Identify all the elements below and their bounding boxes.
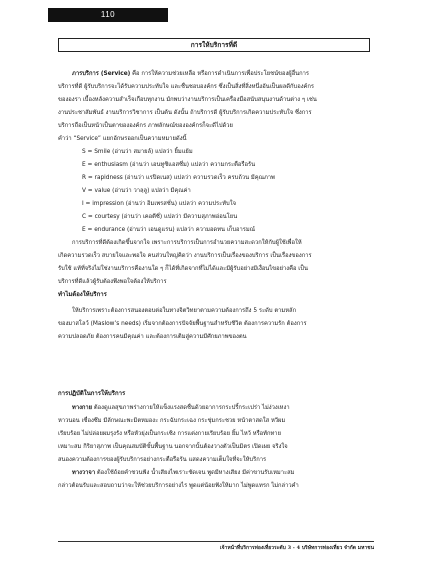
- body-line4: เหมาะสม กิริยาสุภาพ เป็นคุณสมบัติขั้นพื้นฐาน นอกจากนั้นต้องวางตัวเป็นมิตร เปิดเผย จริงใจ: [58, 444, 288, 450]
- para1-line1: ภารบริการ (Service) คือ การให้ความช่วยเหลือ หรือการดำเนินการเพื่อประโยชน์ของผู้อื่นการ: [72, 71, 310, 77]
- para3-line1: ให้บริการเพราะต้องการสนองตอบต่อในทางจิตวิทยาตามความต้องการถึง 5 ระดับ ตามหลัก: [72, 308, 297, 314]
- heading-why-service: ทำไมต้องให้บริการ: [58, 291, 107, 298]
- para2-line3: รับใช้ แท้ที่จริงไม่ใช่งานบริการคืองานใด ๆ ก็ได้ที่เกิดจากที่ไม่ได้และมีผู้รับอย่างมีเงื่อนไขอย่างคือ เป็น: [58, 266, 308, 272]
- service-item-e2: E = endurance (อ่านว่า เอนดูแรน) แปลว่า ความอดทน เก็บอารมณ์: [82, 227, 256, 233]
- para2-line1: การบริการที่ดีต้องเกิดขึ้นจากใจ เพราะการบริการเป็นการอำนวยความสะดวกให้กับผู้ใช้เพื่อให้: [72, 240, 302, 246]
- speech-term: ทางวาจา: [72, 470, 96, 476]
- para1-line5: บริการถือเป็นหน้าเป็นตาขององค์กร ภาพลักษณ์ขององค์กรก็จะดีไปด้วย: [58, 123, 233, 129]
- body-line2: หาวนอน เซื่องซึม มีลักษณะพะมิตหมองะ กระฉับกระเฉง กระชุ่มกระชวย หน้าตาสดใส หวีผม: [58, 418, 286, 424]
- section-title: การให้บริการที่ดี: [190, 41, 238, 49]
- service-item-v: V = value (อ่านว่า วาลฺลู) แปลว่า มีคุณค่า: [82, 188, 191, 194]
- service-item-i: I = impression (อ่านว่า อิมเพรสชั่น) แปลว่า ความประทับใจ: [82, 201, 236, 207]
- service-term: ภารบริการ (Service): [72, 71, 131, 77]
- service-item-s: S = Smile (อ่านว่า สมายล์) แปลว่า ยิ้มแย้ม: [82, 149, 193, 155]
- footer-divider: [58, 541, 374, 542]
- para3-line3: ความปลอดภัย ต้องการคนมีคุณค่า และต้องการเติมสู่ความมีศักยภาพของตน: [58, 334, 247, 340]
- para1-line3: ขององรา เบื้องหลังความสำเร็จเกือบทุกงาน มักพบว่างานบริการเป็นเครื่องมือสนับสนุนงานด้านต่าง ๆ เช่น: [58, 97, 317, 103]
- para2-line2: เกิดความรวดเร็ว สบายใจและพอใจ คนส่วนใหญ่คิดว่า งานบริการเป็นเรื่องของบริการ เป็นเรื่องของการ: [58, 253, 312, 259]
- body-term: ทางกาย: [72, 405, 93, 411]
- service-item-e1: E = enthusiasm (อ่านว่า เอนทูซิแอสซึ่ม) แปลว่า ความกระตือรือร้น: [82, 162, 256, 168]
- body-line3: เรียบร้อย ไม่ปล่อยผมรุงรัง หรือหัวยุ่งเป็นกระเซิง การแต่งกายเรียบร้อย ยิ้ม ไหว้ หรือทักทาย: [58, 431, 281, 437]
- para3-line2: ของมาสโลว์ (Maslow’s needs) เริ่มจากต้องการปัจจัยพื้นฐานสำหรับชีวิต ต้องการความรัก ต้องการ: [58, 321, 307, 327]
- heading-practice: การปฏิบัติในการให้บริการ: [58, 390, 126, 397]
- body-line5: สนองความต้องการของผู้รับบริการอย่างกระตือรือร้น แสดงความเต็มใจที่จะให้บริการ: [58, 457, 267, 463]
- para1-line4: งานประชาสัมพันธ์ งานบริการวิชาการ เป็นต้น ดังนั้น ถ้าบริการดี ผู้รับบริการเกิดความประทับใจ ซึ่งการ: [58, 110, 312, 116]
- speech-line2: กล่าวต้อนรับและสอบถามว่าจะให้ช่วยบริการอย่างไร พูดแต่น้อยฟังให้มาก ไม่พูดแทรก ไม่กล่าวคำ: [58, 483, 299, 489]
- section-title-box: [58, 38, 370, 52]
- service-item-c: C = courtesy (อ่านว่า เคอตีซี่) แปลว่า มีความสุภาพอ่อนโยน: [82, 214, 238, 220]
- para2-line4: บริการที่ดีแล้วผู้รับต้องพึงพอใจต้องให้บริการ: [58, 279, 167, 285]
- footer-text: เจ้าหน้าที่บริการท่องเที่ยวระดับ 3 - 4 บริษัทการท่องเที่ยว จำกัด มหาชน: [219, 545, 374, 551]
- service-item-r: R = rapidness (อ่านว่า แรปิดเนส) แปลว่า ความรวดเร็ว ครบถ้วน มีคุณภาพ: [82, 175, 275, 181]
- page-number-tab: 110: [48, 8, 168, 22]
- speech-line1: ทางวาจา ต้องใช้ถ้อยคำชวนฟัง น้ำเสียงไพเราะชัดเจน พูดมีหางเสียง มีค่าขานรับเหมาะสม: [72, 470, 295, 476]
- para1-line2: บริการที่ดี ผู้รับบริการจะได้รับความประทับใจ และชื่นชอบองค์กร ซึ่งเป็นสิ่งที่สิ่งหนึ่งอันเป็นผลดีกับองค์กร: [58, 84, 315, 90]
- body-line1: ทางกาย ต้องดูแลสุขภาพร่างกายให้แข็งแรงสดชื่นด้วยอาการกระปรี้กระเปร่า ไม่ง่วงเหงา: [72, 405, 290, 411]
- para1-line6: คำว่า “Service” แยกอักษรออกเป็นความหมายดังนี้: [58, 136, 187, 142]
